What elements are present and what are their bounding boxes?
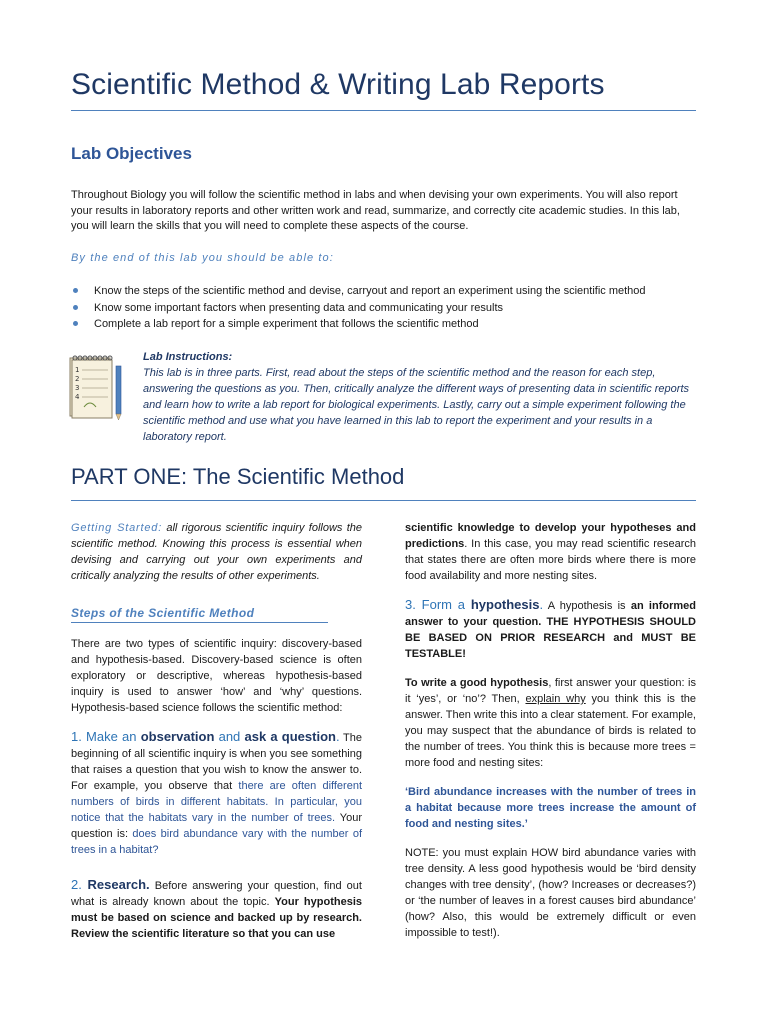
part-one-divider — [71, 500, 696, 501]
lab-instructions-label: Lab Instructions: — [143, 351, 233, 363]
notepad-number: 3 — [75, 384, 80, 392]
objectives-list — [71, 283, 646, 333]
page-title: Scientific Method & Writing Lab Reports — [71, 68, 605, 101]
notepad-icon — [66, 352, 126, 422]
title-divider — [71, 110, 696, 111]
getting-started-label: Getting Started: — [71, 522, 163, 534]
step-1-paragraph: 1. Make an observation and ask a question. The beginning of all scientific inquiry is when you see something that raises a question that you wish to know the answer to. For example, you observe that there are often different numbers of birds in different habitats. In particular, you notice that the habitats vary in the number of trees. Your question is: does bird abundance vary with the number of trees in a habitat? — [71, 729, 363, 856]
lab-objectives-intro: Throughout Biology you will follow the scientific method in labs and when devising your own experiments. You will also report your results in laboratory reports and other written work and read, summarize, and correctly cite academic studies. In this lab, you will learn the skills that you will need to complete these aspects of the course. — [71, 189, 680, 232]
list-item: Complete a lab report for a simple experiment that follows the scientific method — [71, 316, 646, 333]
part-one-heading: PART ONE: The Scientific Method — [71, 464, 405, 489]
bullet-icon — [73, 288, 78, 293]
right-column — [405, 520, 696, 941]
notepad-number: 4 — [75, 393, 80, 401]
notepad-number: 2 — [75, 375, 80, 383]
step-2-continuation-space — [405, 520, 696, 584]
bullet-icon — [73, 305, 78, 310]
hypothesis-note-paragraph: NOTE: you must explain HOW bird abundance varies with tree density. A less good hypothesis would be ‘bird density changes with tree density’, (how? Increases or decreases?) or ‘the number of leaves in a forest causes bird abundance’ (how? Also, this would be extremely difficult or even impossible to test!). — [405, 847, 696, 939]
good-hypothesis-paragraph: To write a good hypothesis, first answer your question: is it ‘yes’, or ‘no’? Then, explain why you think this is the answer. Then write this into a clear statement. For example, you may suspect that the abundance of birds is related to the number of trees. You think this is because more trees = more food and nesting sites: — [405, 677, 696, 769]
lab-instructions — [143, 349, 698, 445]
lab-instructions-text: This lab is in three parts. First, read about the steps of the scientific method and the reason for each step, answering the questions as you. Then, critically analyze the different ways of presenting data in scientific reports and learn how to write a lab report for biological experiments. Lastly, carry out a simple experiment following the scientific method and use what you have learned in this lab to report the experiment and your results in a laboratory report. — [143, 367, 690, 443]
step-2-continuation: scientific knowledge to develop your hypotheses and predictions. In this case, you may read scientific research that states there are often more birds where there is more food availability and more nesting sites. — [405, 522, 696, 582]
list-item: Know some important factors when presenting data and communicating your results — [71, 300, 646, 317]
step-2-paragraph: 2. Research. Before answering your question, find out what is already known about the topic. Your hypothesis must be based on science and backed up by research. Review the scientific literature so that you can use — [71, 877, 362, 940]
lab-objectives-heading: Lab Objectives — [71, 144, 192, 163]
bullet-icon — [73, 321, 78, 326]
getting-started-paragraph: Getting Started: all rigorous scientific inquiry follows the scientific method. Knowing this process is essential when devising and carrying out your own experiments and critically analyzing the results of other experiments. — [71, 522, 362, 582]
steps-heading: Steps of the Scientific Method — [71, 605, 328, 623]
step-3-paragraph: 3. Form a hypothesis. A hypothesis is an informed answer to your question. THE HYPOTHESIS SHOULD BE BASED ON PRIOR RESEARCH and MUST BE TESTABLE! — [405, 597, 696, 660]
hypothesis-example-quote: ‘Bird abundance increases with the number of trees in a habitat because more trees increase the amount of food and nesting sites.’ — [405, 786, 696, 830]
left-column — [71, 520, 362, 942]
notepad-number: 1 — [75, 366, 80, 374]
by-end-caption: By the end of this lab you should be able to: — [71, 252, 334, 264]
inquiry-types-paragraph: There are two types of scientific inquiry: discovery-based and hypothesis-based. Discovery-based science is often exploratory or descriptive, whereas hypothesis-based inquiry is used to answer ‘how’ and ‘why’ questions. Hypothesis-based science follows the scientific method: — [71, 638, 362, 714]
list-item: Know the steps of the scientific method and devise, carryout and report an experiment using the scientific method — [71, 283, 646, 300]
